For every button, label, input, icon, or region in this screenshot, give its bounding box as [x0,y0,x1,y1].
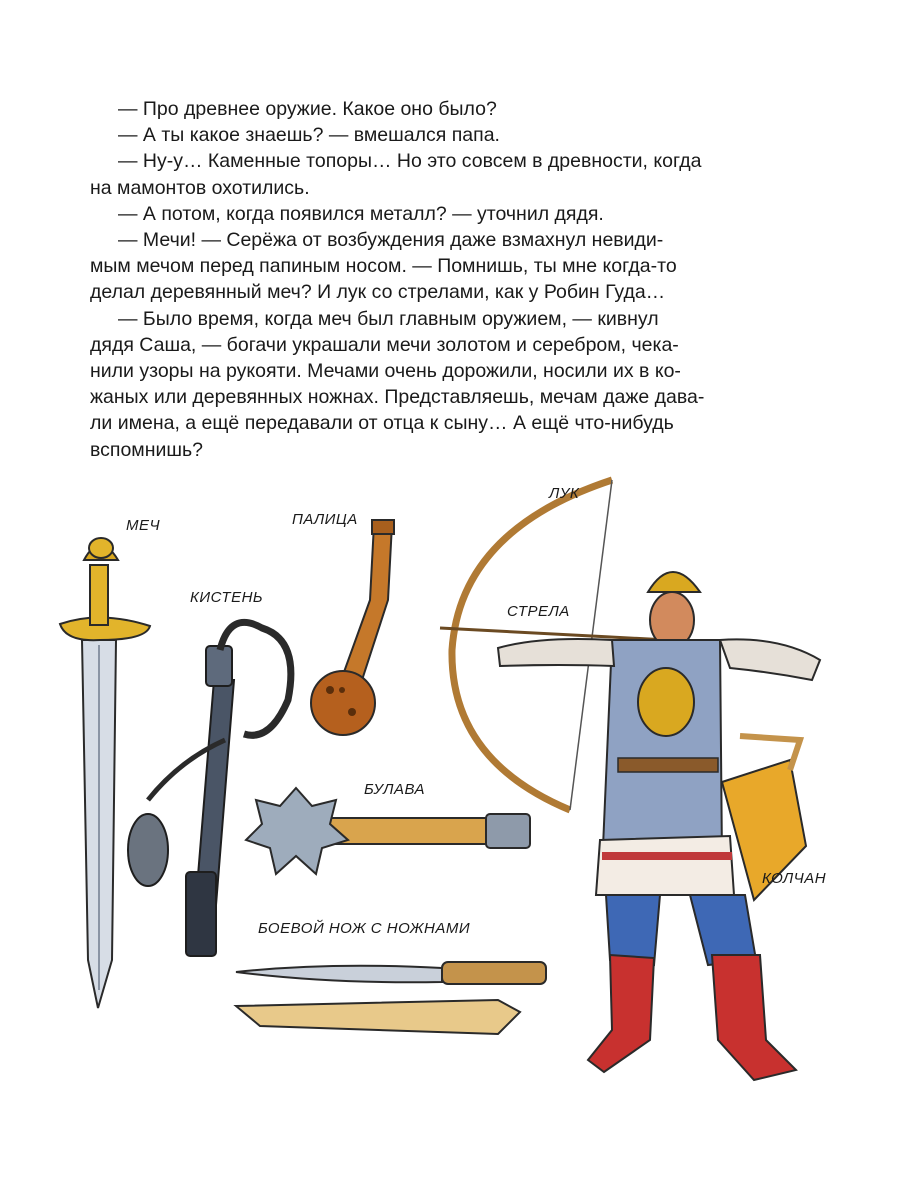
text-line-content: — Ну-у… Каменные топоры… Но это совсем в древности, когда [118,150,702,173]
text-line-content: — Мечи! — Серёжа от возбуждения даже взмахнул невиди- [118,229,664,252]
label-bow: ЛУК [549,485,580,502]
label-sword: МЕЧ [126,517,161,534]
label-arrow: СТРЕЛА [507,603,570,620]
text-line-content: делал деревянный меч? И лук со стрелами, как у Робин Гуда… [90,281,666,304]
text-line-content: — А потом, когда появился металл? — уточнил дядя. [118,202,604,225]
text-line-content: вспомнишь? [90,438,204,461]
flail-illustration [128,622,291,956]
label-quiver: КОЛЧАН [762,870,827,887]
text-line-content: жаных или деревянных ножнах. Представляешь, мечам даже дава- [90,386,705,409]
label-mace: БУЛАВА [364,781,425,798]
text-line-content: мым мечом перед папиным носом. — Помнишь, ты мне когда-то [90,255,677,278]
text-line-content: — Про древнее оружие. Какое оно было? [118,98,497,120]
text-line-content: ли имена, а ещё передавали от отца к сыну… А ещё что-нибудь [90,412,674,435]
text-line-content: — Было время, когда меч был главным оружием, — кивнул [118,307,659,330]
club-illustration [311,520,394,735]
text-line-content: нили узоры на рукояти. Мечами очень дорожили, носили их в ко- [90,360,681,383]
text-line-content: — А ты какое знаешь? — вмешался папа. [118,124,500,147]
knife-illustration [236,962,546,1034]
sword-illustration [60,538,150,1008]
label-knife: БОЕВОЙ НОЖ С НОЖНАМИ [258,920,471,937]
text-line-content: на мамонтов охотились. [90,176,310,199]
mace-illustration [246,788,530,874]
label-flail: КИСТЕНЬ [190,589,264,606]
text-line-content: дядя Саша, — богачи украшали мечи золотом и серебром, чека- [90,333,679,356]
label-club: ПАЛИЦА [292,511,358,528]
